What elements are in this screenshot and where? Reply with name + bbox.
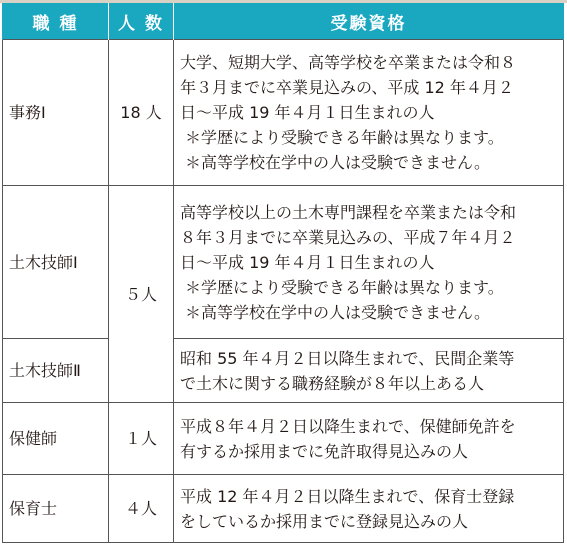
requirement-line: をしているか採用までに登録見込みの人 bbox=[180, 511, 469, 531]
job-type-cell: 土木技師Ⅰ bbox=[3, 186, 109, 339]
table-row bbox=[3, 339, 564, 403]
header-count: 人 数 bbox=[109, 3, 174, 40]
job-type-cell: 土木技師Ⅱ bbox=[3, 339, 109, 403]
table-row bbox=[3, 40, 564, 186]
requirement-note: ＊高等学校在学中の人は受験できません。 bbox=[185, 153, 490, 172]
requirement-note: ＊学歴により受験できる年齢は異なります。 bbox=[185, 277, 504, 297]
requirement-line: 年３月までに卒業見込みの、平成 12 年４月２ bbox=[180, 78, 514, 97]
requirement-line: 高等学校以上の土木専門課程を卒業または令和 bbox=[180, 202, 517, 222]
requirements-cell bbox=[174, 40, 564, 186]
requirement-note: ＊学歴により受験できる年齢は異なります。 bbox=[185, 128, 504, 147]
requirements-cell bbox=[174, 403, 564, 475]
requirement-line: 日～平成 19 年４月１日生まれの人 bbox=[180, 252, 435, 272]
count-cell: 18 人 bbox=[109, 40, 174, 186]
header-requirements: 受験資格 bbox=[174, 3, 564, 40]
table-row bbox=[3, 475, 564, 543]
requirement-line: 平成 12 年４月２日以降生まれで、保育士登録 bbox=[180, 486, 515, 506]
requirement-line: で土木に関する職務経験が８年以上ある人 bbox=[180, 373, 485, 393]
count-cell: １人 bbox=[109, 403, 174, 475]
header-job-type: 職 種 bbox=[3, 3, 109, 40]
job-type-cell: 保育士 bbox=[3, 475, 109, 543]
recruitment-table bbox=[2, 3, 564, 543]
requirements-cell bbox=[174, 186, 564, 339]
job-type-cell: 保健師 bbox=[3, 403, 109, 475]
header-row bbox=[3, 3, 564, 40]
requirement-line: 大学、短期大学、高等学校を卒業または令和８ bbox=[180, 53, 517, 72]
requirement-line: 平成８年４月２日以降生まれで、保健師免許を bbox=[180, 416, 516, 436]
requirements-cell bbox=[174, 339, 564, 403]
requirement-line: 日～平成 19 年４月１日生まれの人 bbox=[180, 103, 435, 122]
requirements-cell bbox=[174, 475, 564, 543]
table-row bbox=[3, 186, 564, 339]
count-cell: ４人 bbox=[109, 475, 174, 543]
requirement-line: 昭和 55 年４月２日以降生まれで、民間企業等 bbox=[180, 348, 515, 368]
requirement-note: ＊高等学校在学中の人は受験できません。 bbox=[185, 302, 490, 322]
count-cell: ５人 bbox=[109, 186, 174, 403]
job-type-cell: 事務Ⅰ bbox=[3, 40, 109, 186]
table-row bbox=[3, 403, 564, 475]
requirement-line: 有するか採用までに免許取得見込みの人 bbox=[180, 441, 469, 461]
requirement-line: ８年３月までに卒業見込みの、平成７年４月２ bbox=[180, 227, 516, 247]
